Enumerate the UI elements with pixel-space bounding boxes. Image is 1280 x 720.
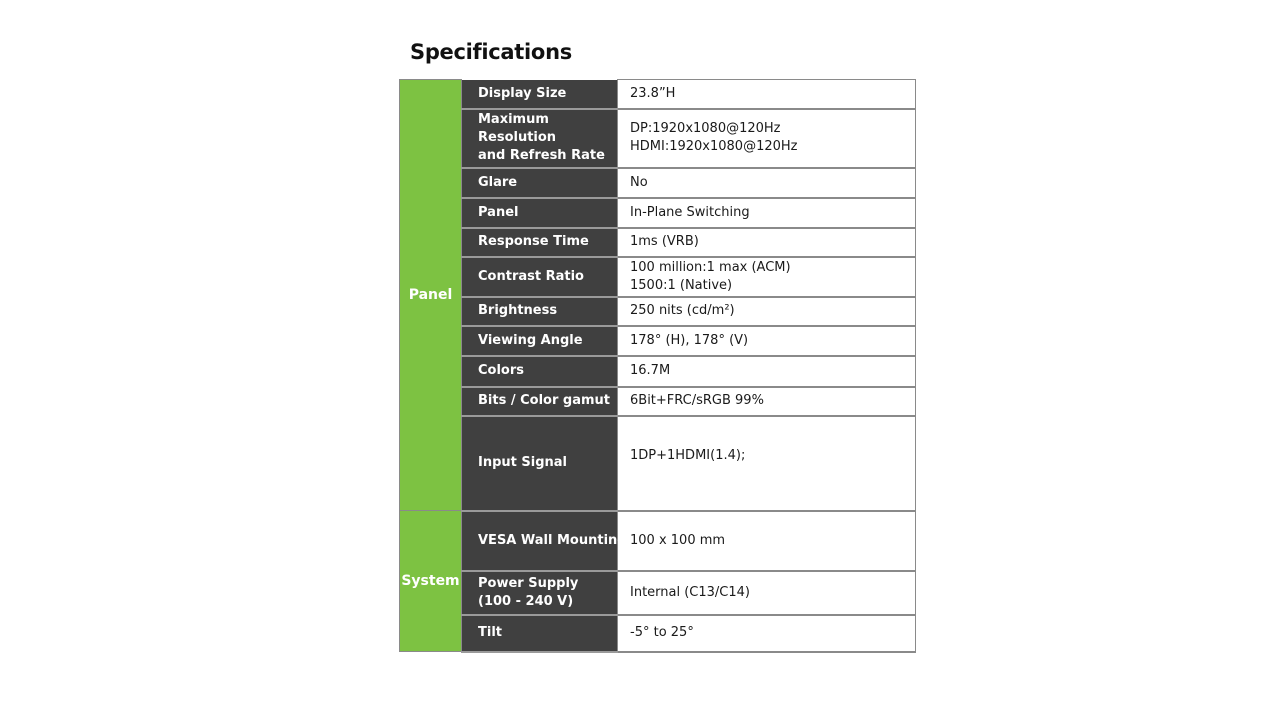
table-row [400,228,916,257]
page-title: Specifications [410,40,572,64]
spec-label: Tilt [462,615,618,652]
table-row [400,326,916,356]
spec-value: Internal (C13/C14) [618,571,916,615]
spec-value: 100 x 100 mm [618,511,916,571]
table-row [400,109,916,168]
spec-value: In-Plane Switching [618,198,916,228]
table-row [400,356,916,387]
spec-label: Input Signal [462,416,618,511]
table-row [400,511,916,571]
spec-value: 6Bit+FRC/sRGB 99% [618,387,916,416]
group-panel: Panel [400,80,462,511]
spec-label: Panel [462,198,618,228]
table-row [400,387,916,416]
spec-value: DP:1920x1080@120Hz HDMI:1920x1080@120Hz [618,109,916,168]
spec-label: Bits / Color gamut [462,387,618,416]
spec-label: Brightness [462,297,618,326]
table-row [400,297,916,326]
spec-value: 1ms (VRB) [618,228,916,257]
spec-value: 16.7M [618,356,916,387]
table-row [400,198,916,228]
table-row [400,615,916,652]
spec-value: 23.8”H [618,80,916,109]
spec-label: Viewing Angle [462,326,618,356]
table-row [400,168,916,198]
spec-value: 178° (H), 178° (V) [618,326,916,356]
spec-label: Maximum Resolution and Refresh Rate [462,109,618,168]
spec-label: Display Size [462,80,618,109]
spec-value: 250 nits (cd/m²) [618,297,916,326]
spec-value: 100 million:1 max (ACM) 1500:1 (Native) [618,257,916,297]
spec-label: Response Time [462,228,618,257]
spec-value: No [618,168,916,198]
specifications-table [399,79,916,653]
table-row [400,80,916,109]
spec-label: Contrast Ratio [462,257,618,297]
group-system: System [400,511,462,652]
table-row [400,257,916,297]
spec-label: Colors [462,356,618,387]
spec-value: 1DP+1HDMI(1.4); [618,416,916,511]
spec-value: -5° to 25° [618,615,916,652]
table-row [400,571,916,615]
table-row [400,416,916,511]
spec-label: VESA Wall Mounting [462,511,618,571]
spec-label: Power Supply (100 - 240 V) [462,571,618,615]
spec-label: Glare [462,168,618,198]
